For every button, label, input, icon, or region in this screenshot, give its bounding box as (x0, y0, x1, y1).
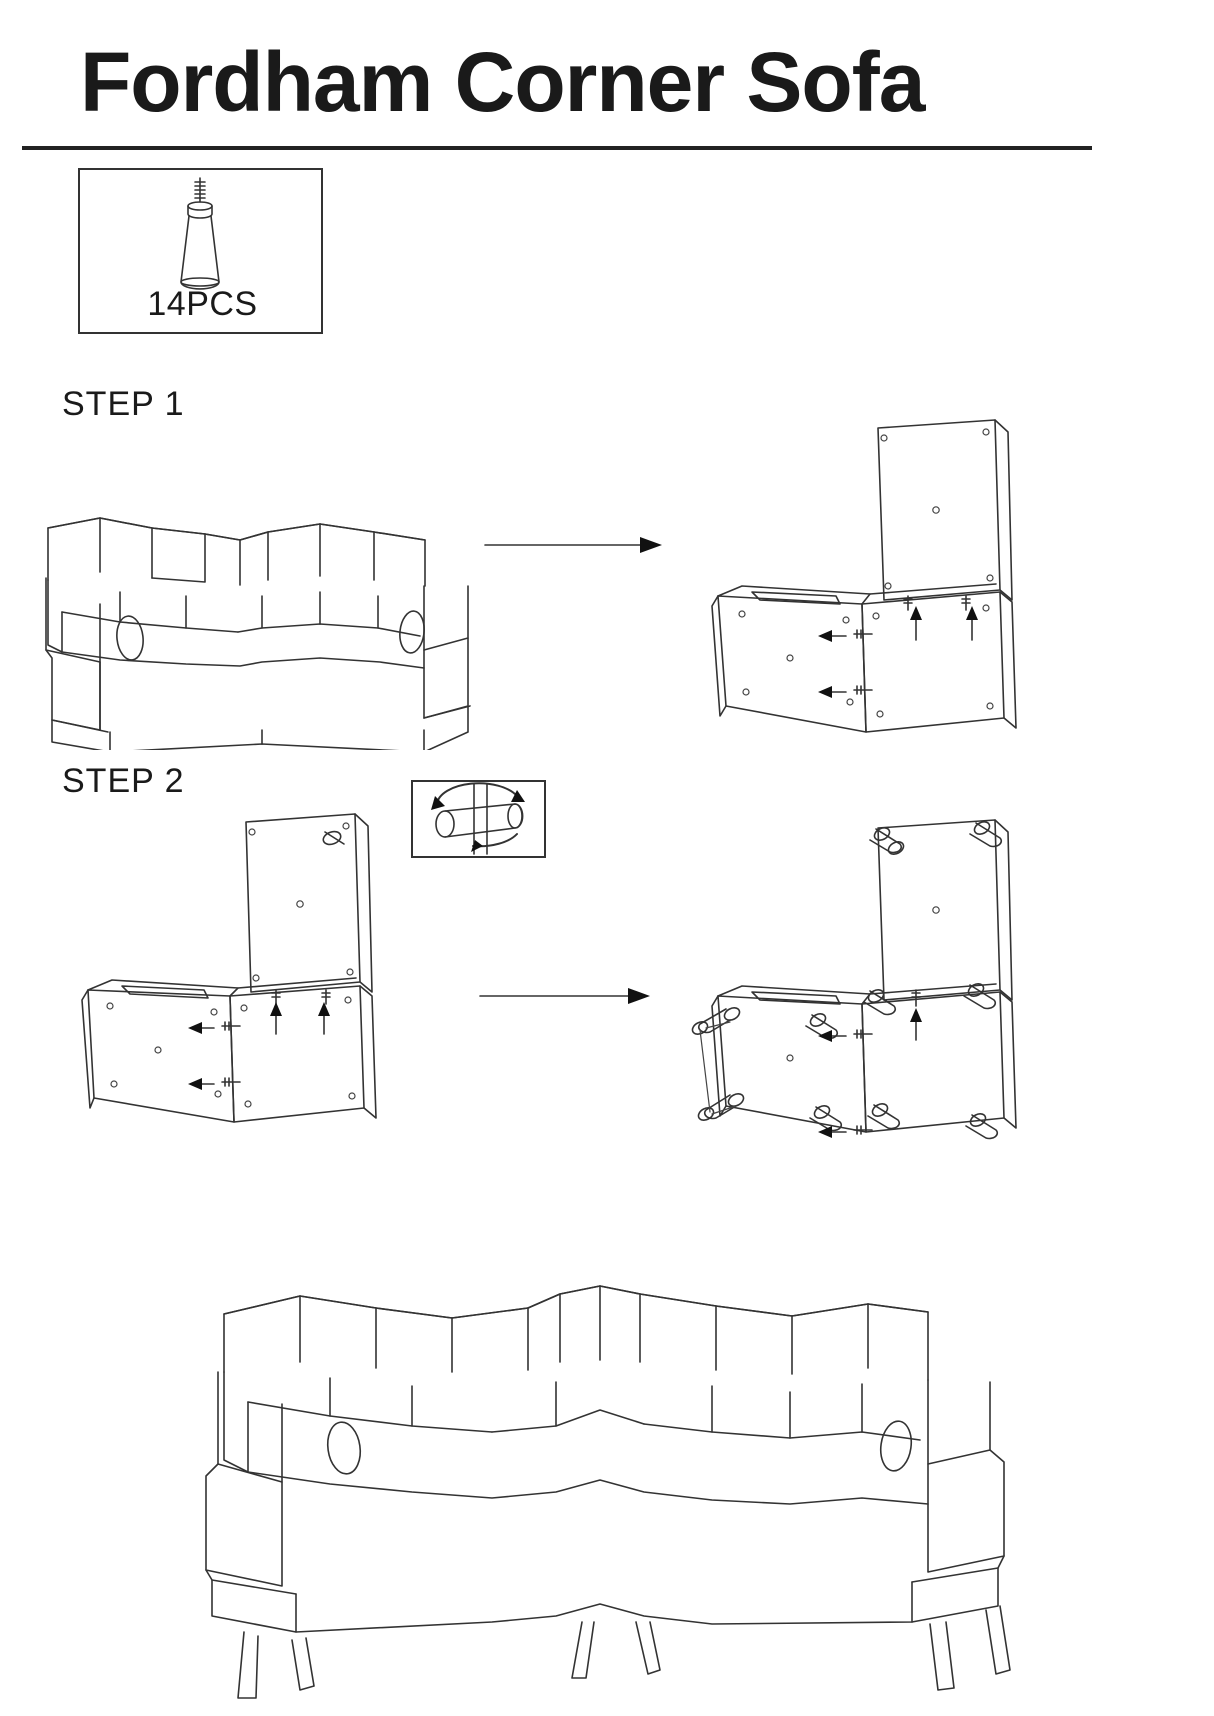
step-2-illustrations (0, 800, 1214, 1220)
parts-quantity-label: 14PCS (147, 285, 258, 323)
sofa-frame-with-legs-attached (690, 819, 1016, 1138)
sofa-frame-upside-down (712, 420, 1016, 732)
step-1-illustrations (0, 400, 1214, 750)
push-arrow-icon (910, 1008, 922, 1040)
right-arrow-icon (480, 988, 650, 1004)
page-title: Fordham Corner Sofa (80, 35, 925, 129)
right-arrow-icon (485, 537, 662, 553)
parts-list-box (78, 168, 323, 334)
finished-corner-sofa (0, 1250, 1214, 1710)
step-1-label: STEP 1 (62, 385, 185, 423)
sofa-frame-upside-down-no-legs (82, 814, 376, 1122)
push-arrow-icon (270, 1002, 330, 1034)
sofa-leg-icon (80, 170, 321, 300)
sofa-leg (870, 825, 906, 856)
push-arrow-icon (910, 606, 978, 640)
assembled-sofa-front-view (46, 518, 470, 750)
step-2-label: STEP 2 (62, 762, 185, 800)
title-divider (22, 146, 1092, 150)
